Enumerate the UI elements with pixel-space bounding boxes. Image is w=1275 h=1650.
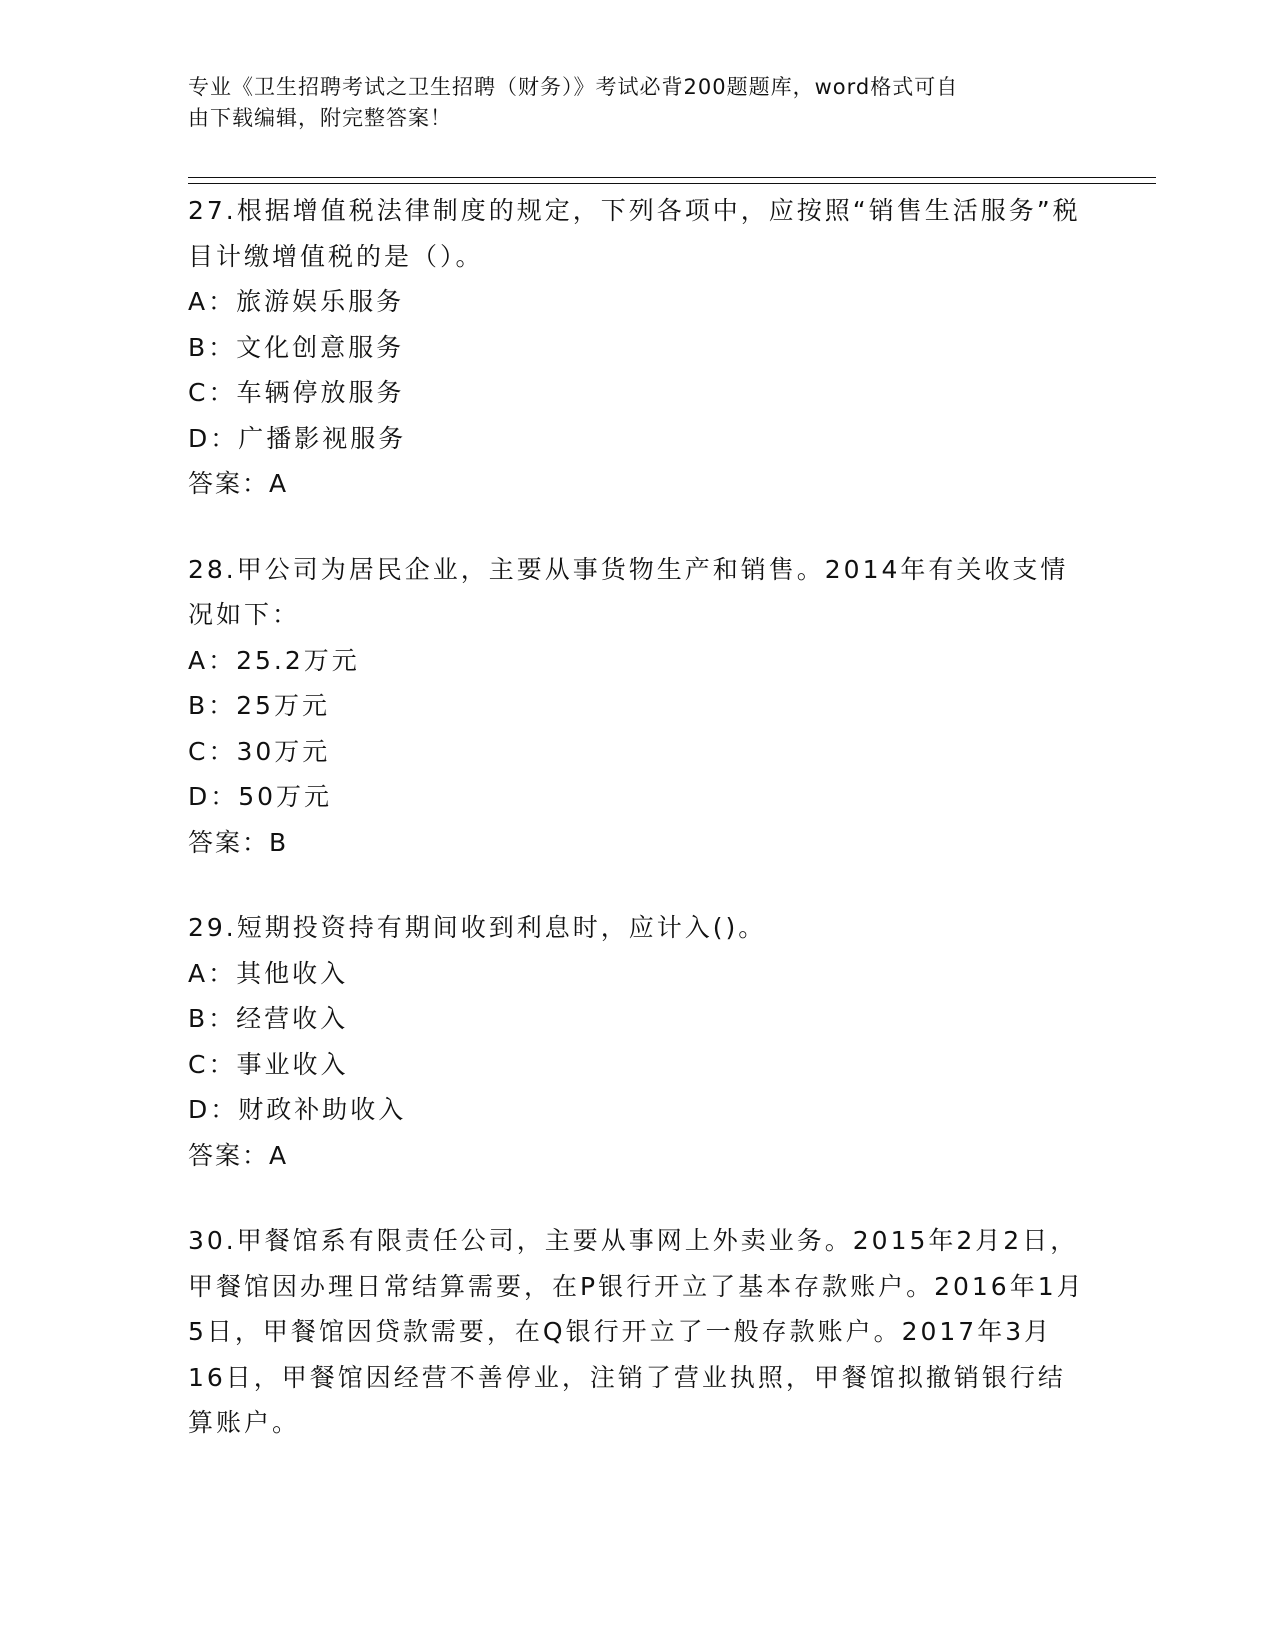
header-divider-bottom — [188, 183, 1156, 184]
question-27 — [188, 188, 1088, 507]
question-text: 30.甲餐馆系有限责任公司，主要从事网上外卖业务。2015年2月2日，甲餐馆因办理日常结算需要，在P银行开立了基本存款账户。2016年1月5日，甲餐馆因贷款需要，在Q银行开立了一般存款账户。2017年3月16日，甲餐馆因经营不善停业，注销了营业执照，甲餐馆拟撤销银行结算账户。 — [188, 1226, 1085, 1437]
question-text: 29.短期投资持有期间收到利息时，应计入()。 — [188, 913, 767, 942]
header-divider-top — [188, 177, 1156, 178]
option-a: A：旅游娱乐服务 — [188, 287, 405, 316]
question-30 — [188, 1218, 1088, 1446]
option-d: D：广播影视服务 — [188, 423, 407, 453]
option-a: A：25.2万元 — [188, 645, 360, 675]
question-29 — [188, 905, 1088, 1178]
option-b: B：经营收入 — [188, 1004, 349, 1033]
question-text: 28.甲公司为居民企业，主要从事货物生产和销售。2014年有关收支情况如下： — [188, 554, 1069, 629]
header-line-2: 由下载编辑，附完整答案！ — [188, 106, 452, 130]
header-line-1: 专业《卫生招聘考试之卫生招聘（财务）》考试必背200题题库，word格式可自 — [188, 75, 959, 99]
question-list — [188, 188, 1088, 1486]
option-c: C：事业收入 — [188, 1049, 349, 1079]
question-text: 27.根据增值税法律制度的规定，下列各项中，应按照“销售生活服务”税目计缴增值税的是（）。 — [188, 196, 1081, 271]
option-b: B：文化创意服务 — [188, 332, 405, 362]
option-d: D：50万元 — [188, 782, 333, 811]
option-b: B：25万元 — [188, 691, 330, 720]
option-a: A：其他收入 — [188, 958, 349, 988]
answer: 答案：B — [188, 827, 289, 857]
answer: 答案：A — [188, 1140, 289, 1170]
document-header — [188, 72, 1068, 134]
answer: 答案：A — [188, 469, 289, 498]
question-28 — [188, 547, 1088, 866]
option-c: C：车辆停放服务 — [188, 378, 405, 407]
option-d: D：财政补助收入 — [188, 1095, 407, 1124]
option-c: C：30万元 — [188, 736, 331, 766]
